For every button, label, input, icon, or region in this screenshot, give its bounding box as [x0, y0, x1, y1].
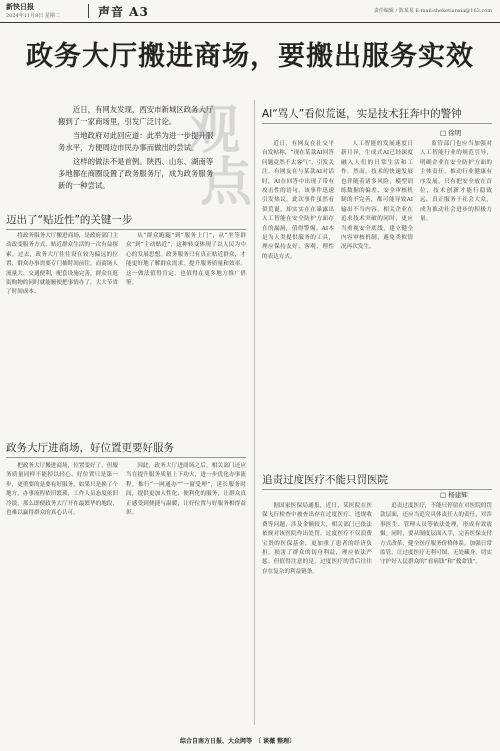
article-column: 从“群众跑腿”到“服务上门”，从“坐等群众”到“主动贴近”，这种转变体现了以人民为中心的发展思想。政务服务只有真正贴近群众，才能更好地了解群众需求，提升服务质量和效率。这一做法值得肯定，也值得在更多地方推广借鉴。 [126, 233, 246, 287]
article-column: 追责过度医疗，不能只停留在对医院的罚款层面，还应当追究具体责任人的责任，对涉事医生、管理人员等依法处理，形成有效震慑。同时，要从制度层面入手，完善医保支付方式改革，健全医疗服务价格体系，加强日常监管，让过度医疗无利可图、无处藏身，切实守护好人民群众的“看病钱”和“救命钱”。 [380, 503, 492, 566]
masthead-divider [88, 4, 89, 18]
lead-paragraph: 这样的做法不是首例。陕西、山东、湖南等多地都在商圈设置了政务服务厅，成为政务服务新的一种尝试。 [58, 157, 214, 190]
watermark-char-1: 观 [188, 100, 241, 161]
article-column: 因此，政务大厅进商场之后，相关部门还应当在提升服务质量上下功夫，进一步优化办事流程，推行“一网通办”“一窗受理”，延长服务时间，提供更加人性化、便利化的服务，让群众真正感受到便捷与温暖，让好位置与好服务相得益彰。 [126, 463, 246, 517]
article-author-medical: □ 杨建辉 [440, 491, 468, 499]
article-author-ai: □ 徐明 [440, 129, 462, 137]
source-footer: 综合自南方日报、大众网等 〔 谈薇 整理〕 [180, 738, 296, 745]
article-title-service: 政务大厅进商场，好位置更要好服务 [6, 440, 246, 458]
issue-date: 2024年11月8日 星期二 [6, 13, 60, 19]
editor-info: 责任编辑 / 陈某某 E-mail:sheketianxia@163.com [373, 8, 492, 14]
lead-paragraph: 近日，有网友发现，西安市新城区政务大厅搬到了一家商场里，引发广泛讨论。 [58, 105, 214, 126]
article-title-ai: AI“骂人”看似荒诞，实是技术狂奔中的警钟 [262, 106, 492, 124]
article-column: 据国家医保局通报，近日，某医院在医保飞行检查中被查出存在过度医疗、违规收费等问题，涉及金额较大，相关部门已依法依规对该医院作出处罚。过度医疗不仅浪费宝贵的医保基金，更加重了患者的经济负担，损害了群众的切身利益，理应依法严惩。但值得注意的是，过度医疗的背后往往存在复杂的利益链条。 [262, 503, 372, 575]
column-divider [254, 100, 255, 725]
masthead [0, 0, 500, 23]
paper-name: 新快日报 [6, 2, 34, 11]
section-name: 声音 A3 [98, 5, 149, 19]
watermark-char-2: 点 [200, 152, 253, 213]
article-column: 人工智能的发展速度日新月异，生成式AI已经深度融入人们的日常生活和工作。然而，技术的快速发展也伴随着诸多风险，模型训练数据的偏差、安全审核机制的不完善，都可能导致AI输出不当内容。相关企业在追求技术突破的同时，更应当重视安全底线，建立健全内容审核机制，避免类似情况再次发生。 [341, 141, 413, 251]
lead-summary [58, 104, 214, 194]
article-column: 近日，有网友在社交平台发帖称，“现在某款AI回答问题竟然不太客气”，引发关注。有网友在与某款AI对话时，AI在回答中出现了带有攻击性的语句，该事件迅速引发热议。此次事件虽然看似荒诞，却实实在在暴露出人工智能在安全防护方面存在的漏洞，值得警惕。AI本是为人类提供服务的工具，理应保持友好、客观、理性的表达方式。 [262, 141, 334, 260]
article-column: 把政务大厅搬进商场，位置变好了，但服务质量同样不能掉以轻心。好位置只是第一步，更重要的是要有好服务。如果只是换了个地方，办事流程依旧繁琐，工作人员态度依旧冷淡，那么即便政务大厅开在最繁华的地段，也难以赢得群众的真心认可。 [6, 463, 118, 517]
lead-paragraph: 当地政府对此回应道：此举为进一步提升服务水平，方便周边市民办事而做出的尝试。 [58, 131, 214, 152]
article-column: 监管部门也应当加强对人工智能行业的规范引导，明确企业在安全防护方面的主体责任，推动行业健康有序发展。只有把安全放在首位，技术创新才能行稳致远，真正服务于社会大众，成为推动社会进步的积极力量。 [420, 141, 492, 223]
article-column: 将政务服务大厅搬进商场，是政府部门主动改变服务方式、贴近群众生活的一次有益探索。过去，政务大厅往往设在较为偏远的位置，群众办事需要专门抽时间前往，而商场人流量大、交通便利，配套设施完善，群众在逛街购物的同时就能顺便把事情办了，大大节省了时间成本。 [6, 233, 118, 296]
article-title-medical: 追责过度医疗不能只罚医院 [262, 472, 492, 490]
article-title-proximity: 迈出了“贴近性”的关键一步 [6, 212, 246, 230]
page-headline: 政务大厅搬进商场，要搬出服务实效 [26, 41, 474, 72]
